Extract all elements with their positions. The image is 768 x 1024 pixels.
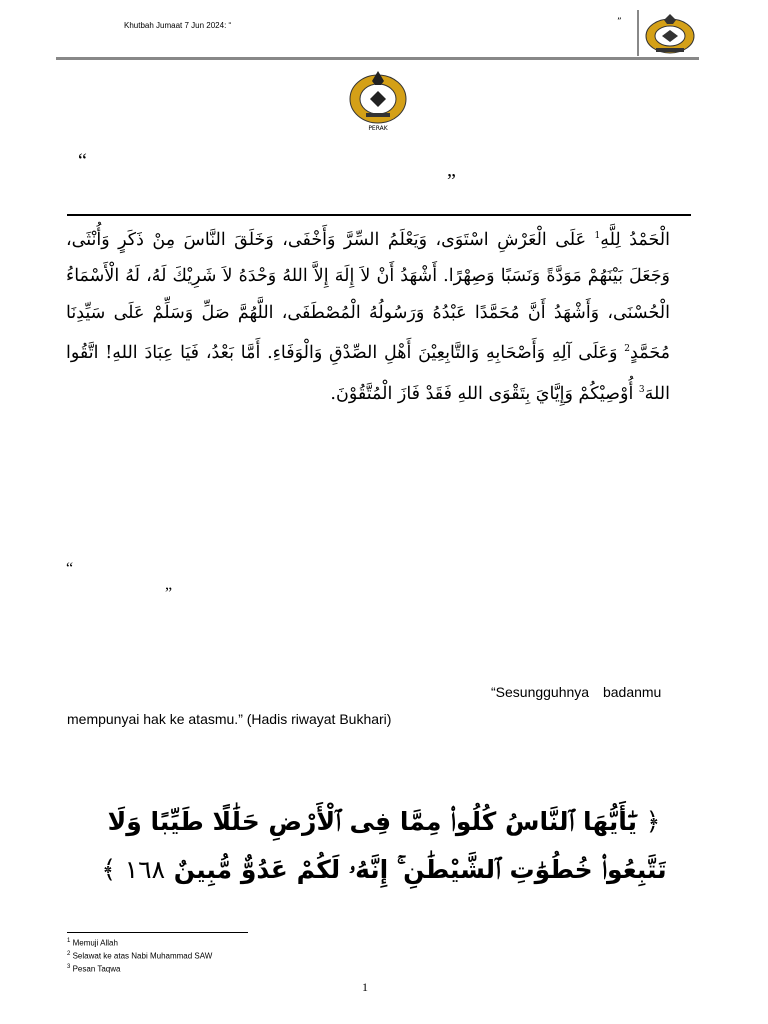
intro-quote-close: ” <box>447 170 456 192</box>
arabic-opening-paragraph <box>66 218 670 412</box>
ayah-number: ١٦٨ <box>124 855 166 884</box>
arabic-text-part: عَلَى الْعَرْشِ اسْتَوَى، وَيَعْلَمُ السِّرَّ وَأَخْفَى، وَخَلَقَ النَّاسَ مِنْ ذَكَرٍ وَأُنْثَى، وَجَعَلَ بَيْنَهُمْ مَوَدَّةً وَنَسَبًا وَصِهْرًا. أَشْهَدُ أَنْ لاَ إِلَهَ إِلاَّ اللهُ وَحْدَهُ لاَ شَرِيْكَ لَهُ، لَهُ الْأَسْمَاءُ الْحُسْنَى، وَأَشْهَدُ أَنَّ مُحَمَّدًا عَبْدُهُ وَرَسُولُهُ الْمُصْطَفَى، اللَّهُمَّ صَلِّ وَسَلِّمْ عَلَى سَيِّدِنَا مُحَمَّدٍ <box>66 229 670 364</box>
footnote-number: 3 <box>67 964 71 970</box>
arabic-text-part: وَعَلَى آلِهِ وَأَصْحَابِهِ وَالتَّابِعِيْنَ أَهْلِ الصِّدْقِ وَالْوَفَاءِ. أَمَّا بَعْدُ، فَيَا عِبَادَ اللهِ! اتَّقُوا اللهَ <box>66 343 670 404</box>
perak-emblem-small-logo <box>642 12 698 56</box>
footnote-ref-1[interactable]: 1 <box>594 231 601 241</box>
emblem-label: PERAK <box>368 125 388 132</box>
header-divider <box>56 57 699 60</box>
footnote-number: 1 <box>67 938 71 944</box>
intro-quote-open: “ <box>78 150 87 172</box>
quote-close: ” <box>165 585 173 602</box>
arabic-text-part: الْحَمْدُ لِلَّهِ <box>600 229 670 250</box>
header-title: Khutbah Jumaat 7 Jun 2024: “ <box>124 21 232 30</box>
footnote-text: Selawat ke atas Nabi Muhammad SAW <box>72 951 213 961</box>
arabic-text-part: أُوْصِيْكُمْ وَإِيَّايَ بِتَقْوَى اللهِ فَقَدْ فَازَ الْمُتَّقُوْنَ. <box>330 383 639 404</box>
footnote-text: Pesan Taqwa <box>72 964 121 974</box>
footnote-2 <box>67 951 212 961</box>
footnote-1 <box>67 938 118 948</box>
section-rule <box>67 214 691 216</box>
header-title-close-quote: ” <box>617 17 622 27</box>
footnote-separator <box>67 932 248 933</box>
verse-ornament-open: ﴿ <box>645 807 661 836</box>
footnote-number: 2 <box>67 951 71 957</box>
footnote-ref-3[interactable]: 3 <box>638 384 645 395</box>
footnote-text: Memuji Allah <box>72 938 118 948</box>
quote-open: “ <box>66 560 74 577</box>
footnote-ref-2[interactable]: 2 <box>624 344 631 355</box>
hadith-quote-line-1: “Sesungguhnya badanmu <box>491 684 662 700</box>
quran-verse <box>78 798 690 894</box>
footnote-3 <box>67 964 120 974</box>
perak-emblem-logo <box>346 67 410 133</box>
header-divider-vertical <box>637 10 639 56</box>
page-number: 1 <box>362 980 368 994</box>
hadith-quote-line-2: mempunyai hak ke atasmu.” (Hadis riwayat Bukhari) <box>67 711 392 727</box>
verse-text: يَٰٓأَيُّهَا ٱلنَّاسُ كُلُوا۟ مِمَّا فِى ٱلْأَرْضِ حَلَٰلًا طَيِّبًا وَلَا تَتَّبِعُوا۟ خُطُوَٰتِ ٱلشَّيْطَٰنِ ۚ إِنَّهُۥ لَكُمْ عَدُوٌّ مُّبِينٌ <box>107 807 667 884</box>
verse-ornament-close: ﴾ <box>101 855 116 884</box>
